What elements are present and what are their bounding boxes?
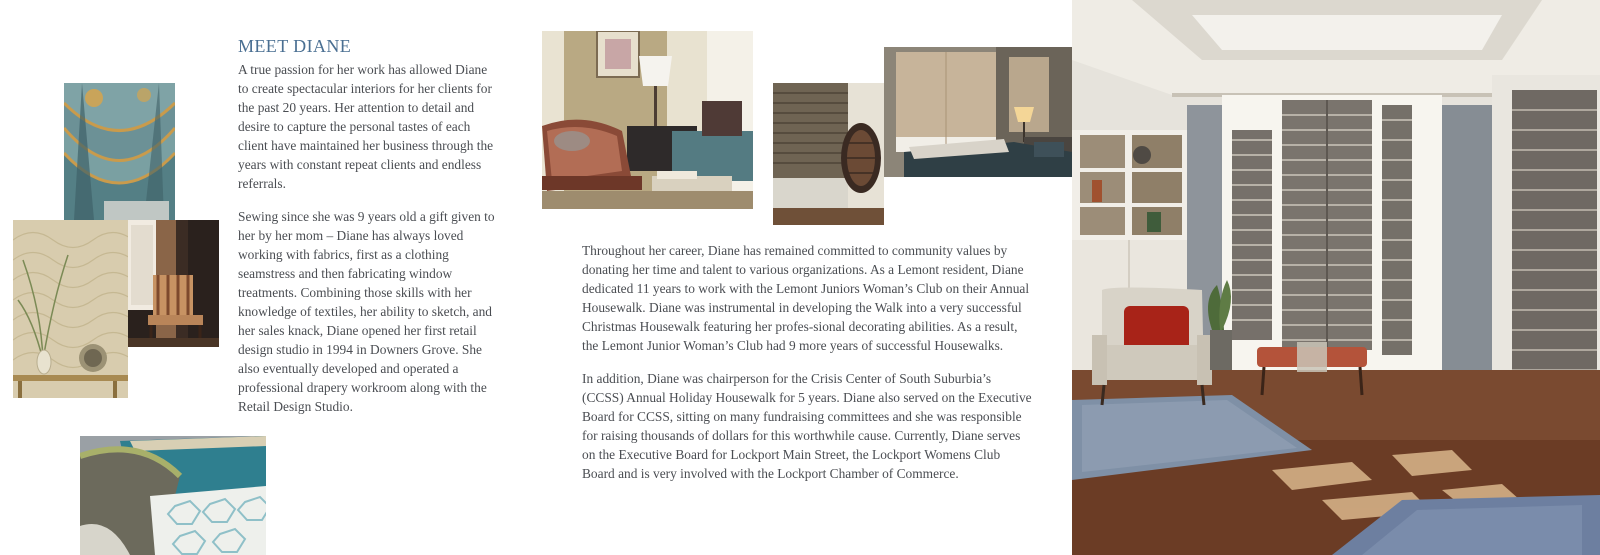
photo-swag-drapery (64, 83, 175, 220)
page-heading: MEET DIANE (238, 36, 352, 56)
photo-striped-armchair (128, 220, 219, 347)
paragraph: Throughout her career, Diane has remained committed to community values by donating her time and talent to various organizations. As a Lemont resident, Diane dedicated 11 years to work with the Lemont Juniors Woman’s Club on their Annual Housewalk. Diane was instrumental in developing the Walk into a very successful Christmas Housewalk featuring her profes-sional decorating abilities. As a result, the Lemont Junior Woman’s Club had 9 more years of successful Housewalks. (582, 243, 1030, 353)
paragraph: A true passion for her work has allowed Diane to create spectacular interiors for her clients for the past 20 years. Her attention to detail and desire to capture the personal tastes of each client have maintained her business through the years with constant repeat clients and endless referrals. (238, 62, 494, 191)
paragraph: Sewing since she was 9 years old a gift given to her by her mom – Diane has always loved working with fabrics, first as a clothing seamstress and then fabricating window treatments. Combining those skills with her knowledge of textiles, her ability to sketch, and her sales knack, Diane opened her first retail design studio in 1994 in Downers Grove. She also eventually developed and operated a professional drapery workroom along with the Retail Design Studio. (238, 209, 495, 414)
photo-room-plantation-shutters (1072, 0, 1600, 555)
photo-living-room-lamp (542, 31, 753, 209)
photo-wallpaper-vase (13, 220, 128, 398)
photo-pillows (80, 436, 266, 555)
photo-bedroom-shade (884, 47, 1072, 177)
paragraph: In addition, Diane was chairperson for the Crisis Center of South Suburbia’s (CCSS) Annual Holiday Housewalk for 5 years. Diane also served on the Executive Board for CCSS, sitting on many fundraising committees and she was responsible for raising thousands of dollars for this worthwhile cause. Currently, Diane serves on the Executive Board for Lockport Main Street, the Lockport Womens Club Board and is very involved with the Lockport Chamber of Commerce. (582, 371, 1032, 481)
left-text-column (238, 60, 500, 430)
photo-woven-shade (773, 83, 884, 225)
middle-text-column (582, 241, 1034, 497)
